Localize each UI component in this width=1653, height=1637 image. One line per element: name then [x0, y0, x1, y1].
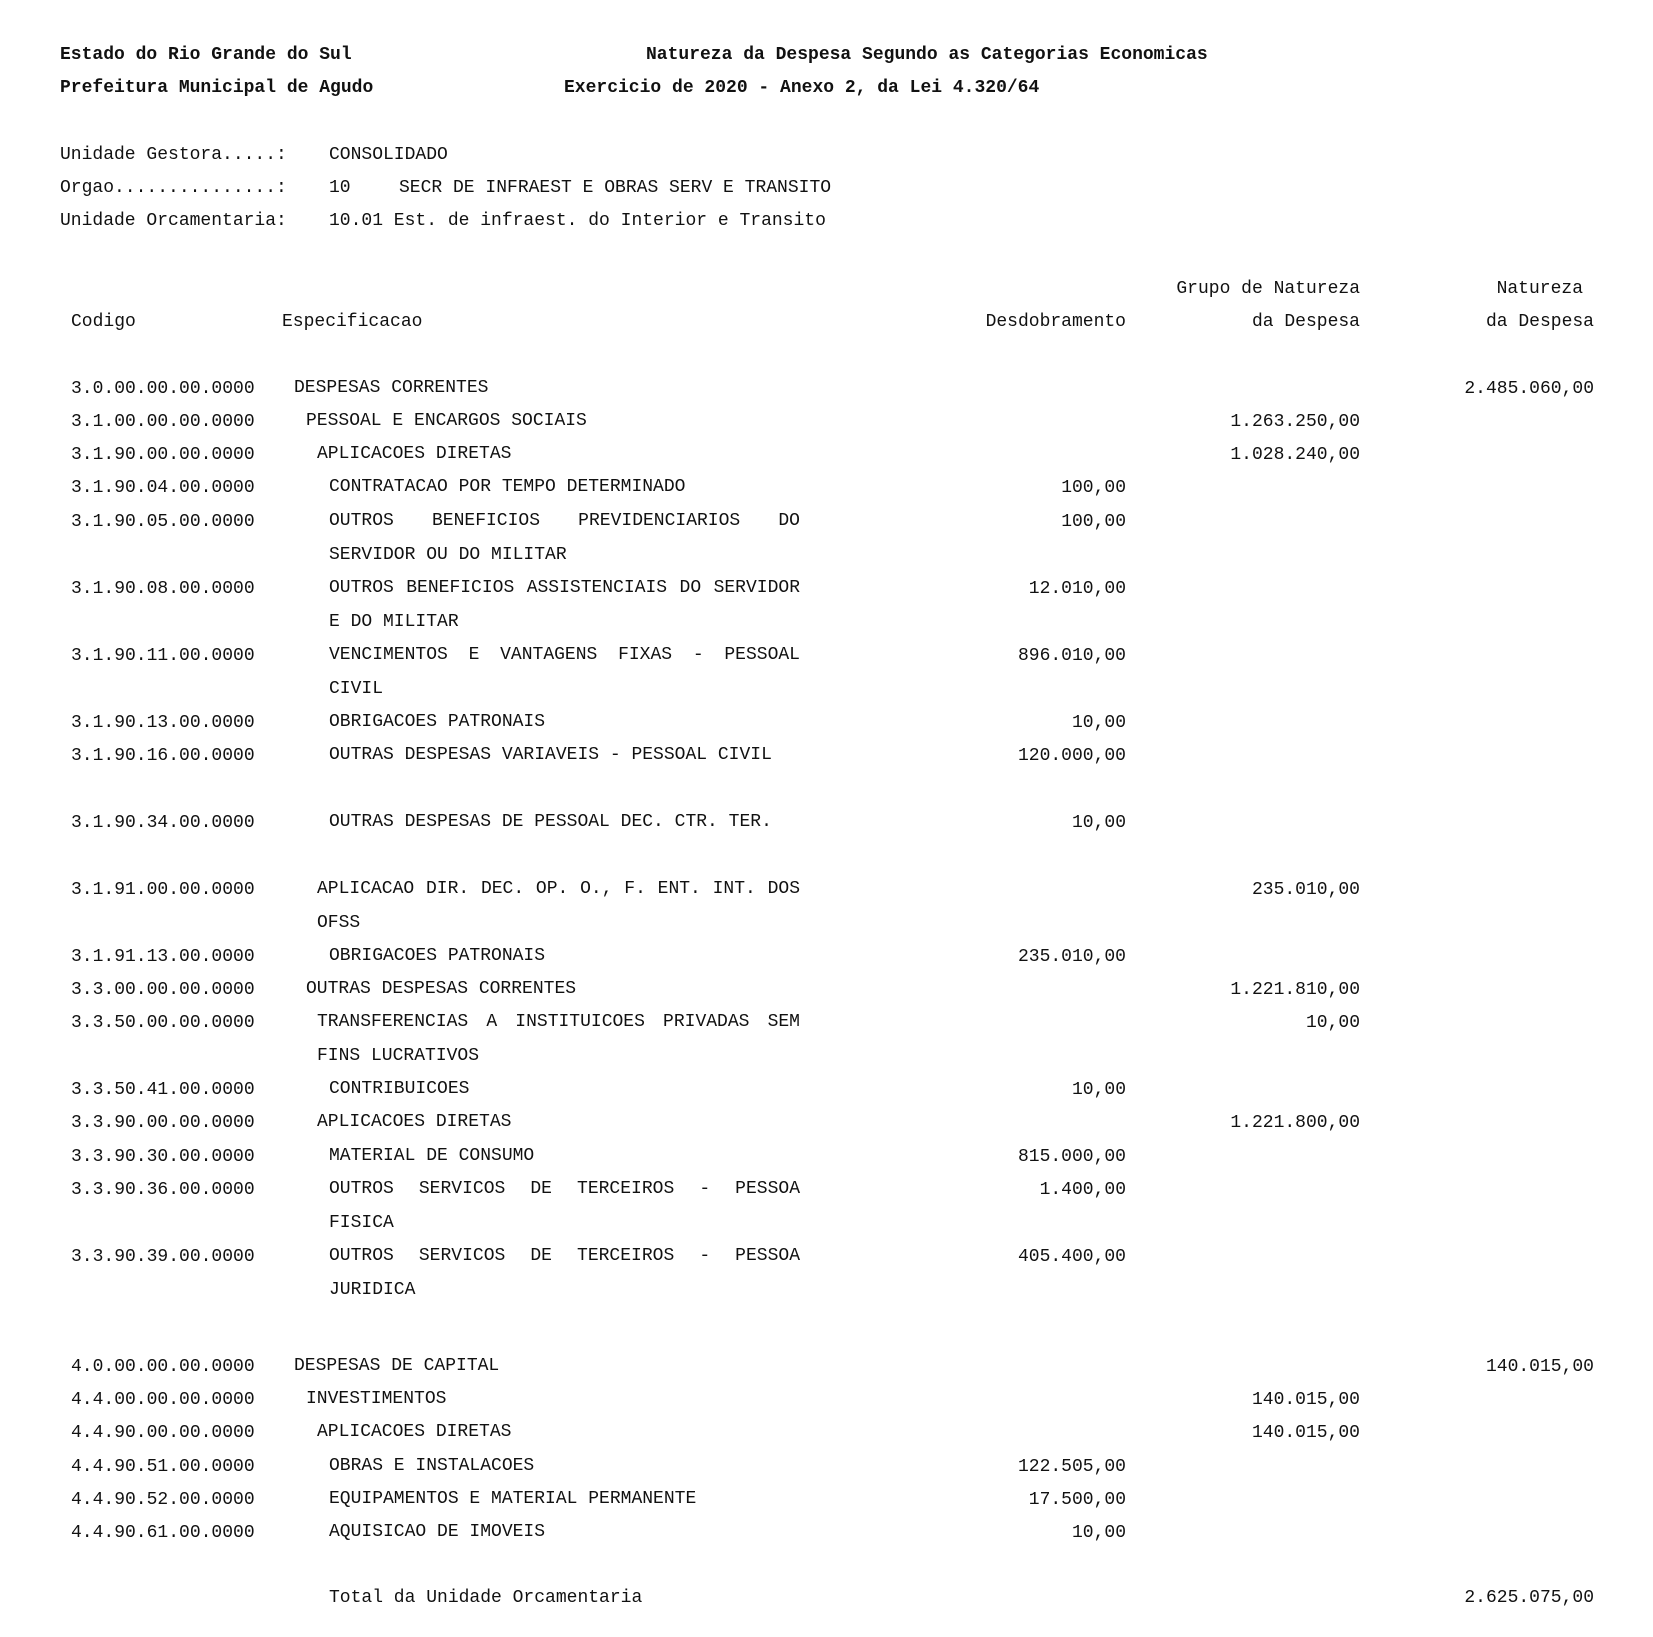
row-code: 4.0.00.00.00.0000 [71, 1357, 255, 1377]
row-description: MATERIAL DE CONSUMO [329, 1146, 535, 1167]
row-code: 3.1.90.16.00.0000 [71, 746, 255, 766]
row-code: 4.4.00.00.00.0000 [71, 1390, 255, 1410]
row-grupo-natureza: 1.221.800,00 [1230, 1113, 1360, 1133]
orgao-code: 10 [329, 178, 351, 198]
city-name: Prefeitura Municipal de Agudo [60, 78, 374, 98]
row-code: 3.1.90.34.00.0000 [71, 813, 255, 833]
row-grupo-natureza: 1.221.810,00 [1230, 980, 1360, 1000]
row-desdobramento: 120.000,00 [1017, 746, 1126, 766]
row-description: DESPESAS DE CAPITAL [294, 1356, 500, 1377]
row-desdobramento: 405.400,00 [1017, 1247, 1126, 1267]
row-code: 3.1.90.04.00.0000 [71, 478, 255, 498]
col-header-grupo-line2: da Despesa [1251, 312, 1360, 332]
row-description: EQUIPAMENTOS E MATERIAL PERMANENTE [329, 1489, 697, 1510]
row-grupo-natureza: 1.028.240,00 [1230, 445, 1360, 465]
row-description: APLICACOES DIRETAS [317, 1112, 512, 1133]
row-description: OUTRAS DESPESAS CORRENTES [306, 979, 577, 1000]
unidade-orcamentaria-label: Unidade Orcamentaria: [60, 211, 287, 231]
report-title: Natureza da Despesa Segundo as Categorias Economicas [646, 45, 1208, 65]
row-natureza: 2.485.060,00 [1464, 379, 1594, 399]
row-grupo-natureza: 140.015,00 [1251, 1423, 1360, 1443]
report-subtitle: Exercicio de 2020 - Anexo 2, da Lei 4.320/64 [564, 78, 1040, 98]
row-description: TRANSFERENCIAS A INSTITUICOES PRIVADAS SEM FINS LUCRATIVOS [317, 1012, 800, 1066]
row-natureza: 140.015,00 [1485, 1357, 1594, 1377]
row-code: 3.3.50.41.00.0000 [71, 1080, 255, 1100]
row-code: 4.4.90.51.00.0000 [71, 1457, 255, 1477]
row-code: 3.1.90.11.00.0000 [71, 646, 255, 666]
row-description: APLICACOES DIRETAS [317, 444, 512, 465]
row-description: OUTROS BENEFICIOS PREVIDENCIARIOS DO SERVIDOR OU DO MILITAR [329, 511, 800, 565]
row-code: 3.1.00.00.00.0000 [71, 412, 255, 432]
row-code: 3.1.91.13.00.0000 [71, 947, 255, 967]
row-grupo-natureza: 235.010,00 [1251, 880, 1360, 900]
row-desdobramento: 17.500,00 [1028, 1490, 1126, 1510]
row-grupo-natureza: 10,00 [1305, 1013, 1360, 1033]
row-code: 3.1.90.00.00.0000 [71, 445, 255, 465]
col-header-codigo: Codigo [71, 312, 136, 332]
row-desdobramento: 10,00 [1071, 813, 1126, 833]
row-code: 3.1.91.00.00.0000 [71, 880, 255, 900]
orgao-label: Orgao...............: [60, 178, 287, 198]
row-code: 3.3.00.00.00.0000 [71, 980, 255, 1000]
total-value: 2.625.075,00 [1464, 1588, 1594, 1608]
row-code: 3.1.90.08.00.0000 [71, 579, 255, 599]
row-code: 3.3.90.30.00.0000 [71, 1147, 255, 1167]
unidade-orcamentaria-value: 10.01 Est. de infraest. do Interior e Transito [329, 211, 826, 231]
row-description: OUTRAS DESPESAS VARIAVEIS - PESSOAL CIVIL [329, 745, 772, 766]
row-code: 4.4.90.52.00.0000 [71, 1490, 255, 1510]
col-header-grupo-line1: Grupo de Natureza [1176, 279, 1360, 299]
row-desdobramento: 10,00 [1071, 1523, 1126, 1543]
row-code: 4.4.90.00.00.0000 [71, 1423, 255, 1443]
total-label: Total da Unidade Orcamentaria [329, 1588, 643, 1608]
row-desdobramento: 100,00 [1061, 512, 1126, 532]
unidade-gestora-label: Unidade Gestora.....: [60, 145, 287, 165]
row-description: OUTROS SERVICOS DE TERCEIROS - PESSOA JURIDICA [329, 1246, 800, 1300]
row-description: APLICACOES DIRETAS [317, 1422, 512, 1443]
row-description: OBRAS E INSTALACOES [329, 1456, 535, 1477]
row-grupo-natureza: 140.015,00 [1251, 1390, 1360, 1410]
row-description: PESSOAL E ENCARGOS SOCIAIS [306, 411, 587, 432]
col-header-especificacao: Especificacao [282, 312, 423, 332]
row-code: 3.3.90.36.00.0000 [71, 1180, 255, 1200]
row-description: OUTRAS DESPESAS DE PESSOAL DEC. CTR. TER. [329, 812, 772, 833]
row-description: CONTRATACAO POR TEMPO DETERMINADO [329, 477, 686, 498]
row-desdobramento: 10,00 [1071, 1080, 1126, 1100]
row-grupo-natureza: 1.263.250,00 [1230, 412, 1360, 432]
row-description: OBRIGACOES PATRONAIS [329, 946, 546, 967]
row-description: OUTROS BENEFICIOS ASSISTENCIAIS DO SERVIDOR E DO MILITAR [329, 578, 800, 632]
row-code: 3.3.90.00.00.0000 [71, 1113, 255, 1133]
state-name: Estado do Rio Grande do Sul [60, 45, 352, 65]
row-code: 3.3.50.00.00.0000 [71, 1013, 255, 1033]
col-header-natureza-line2: da Despesa [1485, 312, 1594, 332]
row-description: OBRIGACOES PATRONAIS [329, 712, 546, 733]
row-desdobramento: 100,00 [1061, 478, 1126, 498]
row-description: OUTROS SERVICOS DE TERCEIROS - PESSOA FISICA [329, 1179, 800, 1233]
row-desdobramento: 122.505,00 [1017, 1457, 1126, 1477]
row-description: CONTRIBUICOES [329, 1079, 470, 1100]
row-code: 3.1.90.05.00.0000 [71, 512, 255, 532]
row-code: 3.3.90.39.00.0000 [71, 1247, 255, 1267]
row-desdobramento: 815.000,00 [1017, 1147, 1126, 1167]
unidade-gestora-value: CONSOLIDADO [329, 145, 448, 165]
row-desdobramento: 235.010,00 [1017, 947, 1126, 967]
orgao-name: SECR DE INFRAEST E OBRAS SERV E TRANSITO [399, 178, 832, 198]
col-header-desdobramento: Desdobramento [985, 312, 1126, 332]
row-description: APLICACAO DIR. DEC. OP. O., F. ENT. INT. DOS OFSS [317, 879, 800, 933]
row-desdobramento: 896.010,00 [1017, 646, 1126, 666]
row-description: INVESTIMENTOS [306, 1389, 447, 1410]
row-description: DESPESAS CORRENTES [294, 378, 489, 399]
row-desdobramento: 12.010,00 [1028, 579, 1126, 599]
row-desdobramento: 10,00 [1071, 713, 1126, 733]
row-desdobramento: 1.400,00 [1039, 1180, 1126, 1200]
row-description: VENCIMENTOS E VANTAGENS FIXAS - PESSOAL CIVIL [329, 645, 800, 699]
row-description: AQUISICAO DE IMOVEIS [329, 1522, 546, 1543]
row-code: 4.4.90.61.00.0000 [71, 1523, 255, 1543]
row-code: 3.1.90.13.00.0000 [71, 713, 255, 733]
row-code: 3.0.00.00.00.0000 [71, 379, 255, 399]
col-header-natureza-line1: Natureza [1496, 279, 1583, 299]
